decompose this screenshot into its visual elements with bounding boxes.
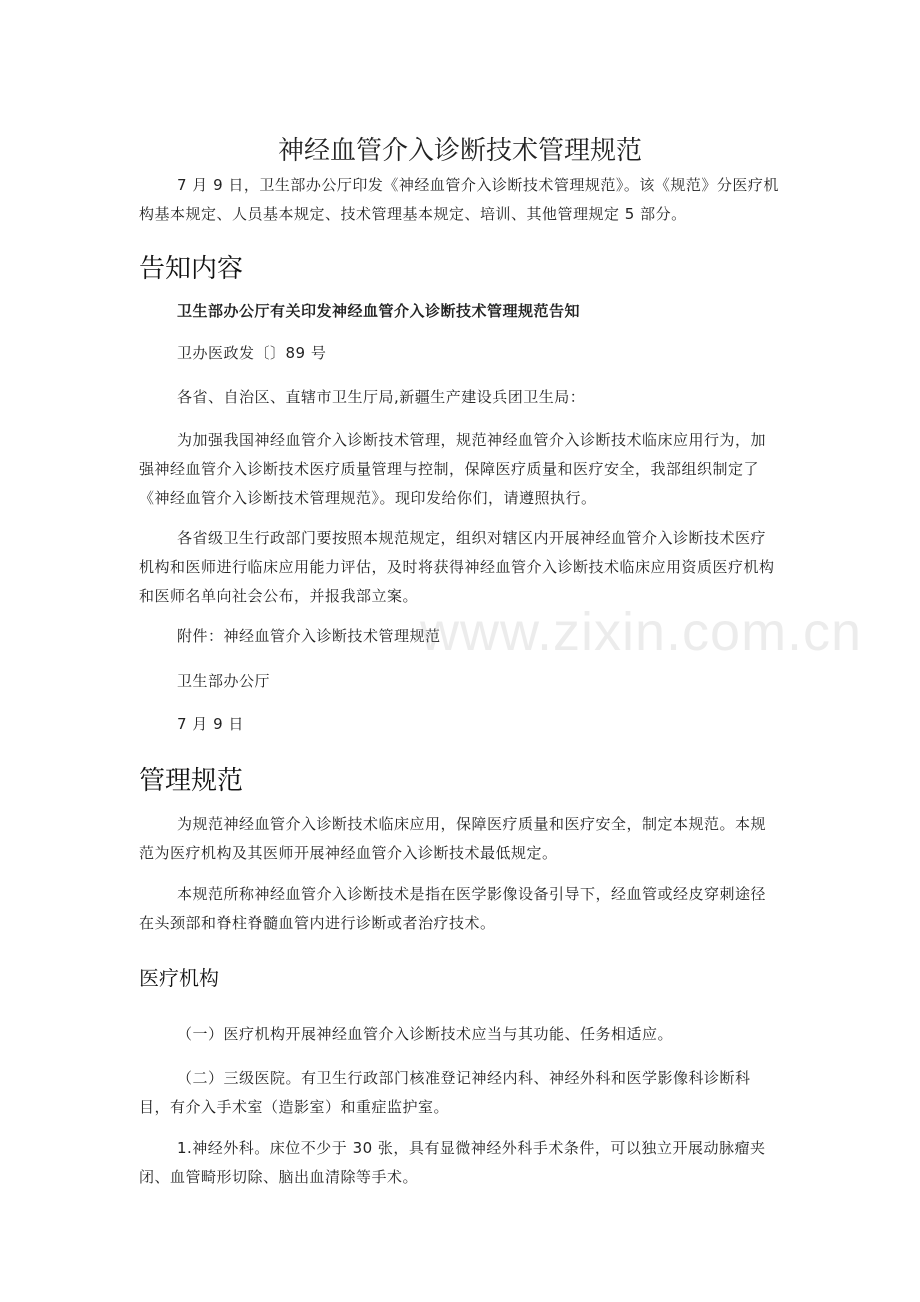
institution-item-1: （一）医疗机构开展神经血管介入诊断技术应当与其功能、任务相适应。 xyxy=(177,1025,674,1043)
section-heading-notice: 告知内容 xyxy=(139,254,244,284)
regulation-paragraph-2: 本规范所称神经血管介入诊断技术是指在医学影像设备引导下，经血管或经皮穿刺途径在头颈部和脊柱脊髓血管内进行诊断或者治疗技术。 xyxy=(139,885,767,932)
date-line: 7 月 9 日 xyxy=(177,715,244,733)
attachment-line: 附件：神经血管介入诊断技术管理规范 xyxy=(177,627,441,645)
section-heading-institution: 医疗机构 xyxy=(139,966,219,990)
regulation-paragraph-1: 为规范神经血管介入诊断技术临床应用，保障医疗质量和医疗安全，制定本规范。本规范为医疗机构及其医师开展神经血管介入诊断技术最低规定。 xyxy=(139,815,767,862)
notice-title: 卫生部办公厅有关印发神经血管介入诊断技术管理规范告知 xyxy=(177,302,581,320)
watermark-text: www.zixin.com.cn xyxy=(420,602,863,662)
recipients-line: 各省、自治区、直辖市卫生厅局,新疆生产建设兵团卫生局： xyxy=(177,388,586,406)
issuer-line: 卫生部办公厅 xyxy=(177,672,271,690)
notice-paragraph-2: 各省级卫生行政部门要按照本规范规定，组织对辖区内开展神经血管介入诊断技术医疗机构和医师进行临床应用能力评估，及时将获得神经血管介入诊断技术临床应用资质医疗机构和医师名单向社会公布，并报我部立案。 xyxy=(139,529,775,605)
institution-item-3: 1.神经外科。床位不少于 30 张，具有显微神经外科手术条件，可以独立开展动脉瘤夹闭、血管畸形切除、脑出血清除等手术。 xyxy=(139,1139,766,1186)
institution-item-2: （二）三级医院。有卫生行政部门核准登记神经内科、神经外科和医学影像科诊断科目，有介入手术室（造影室）和重症监护室。 xyxy=(139,1069,751,1116)
section-heading-regulation: 管理规范 xyxy=(139,766,244,796)
notice-paragraph-1: 为加强我国神经血管介入诊断技术管理，规范神经血管介入诊断技术临床应用行为，加强神经血管介入诊断技术医疗质量管理与控制，保障医疗质量和医疗安全，我部组织制定了《神经血管介入诊断技术管理规范》。现印发给你们，请遵照执行。 xyxy=(139,431,767,507)
document-number: 卫办医政发〔〕89 号 xyxy=(177,344,327,362)
document-title: 神经血管介入诊断技术管理规范 xyxy=(277,136,642,166)
intro-paragraph: 7 月 9 日，卫生部办公厅印发《神经血管介入诊断技术管理规范》。该《规范》分医疗机构基本规定、人员基本规定、技术管理基本规定、培训、其他管理规定 5 部分。 xyxy=(139,176,779,223)
